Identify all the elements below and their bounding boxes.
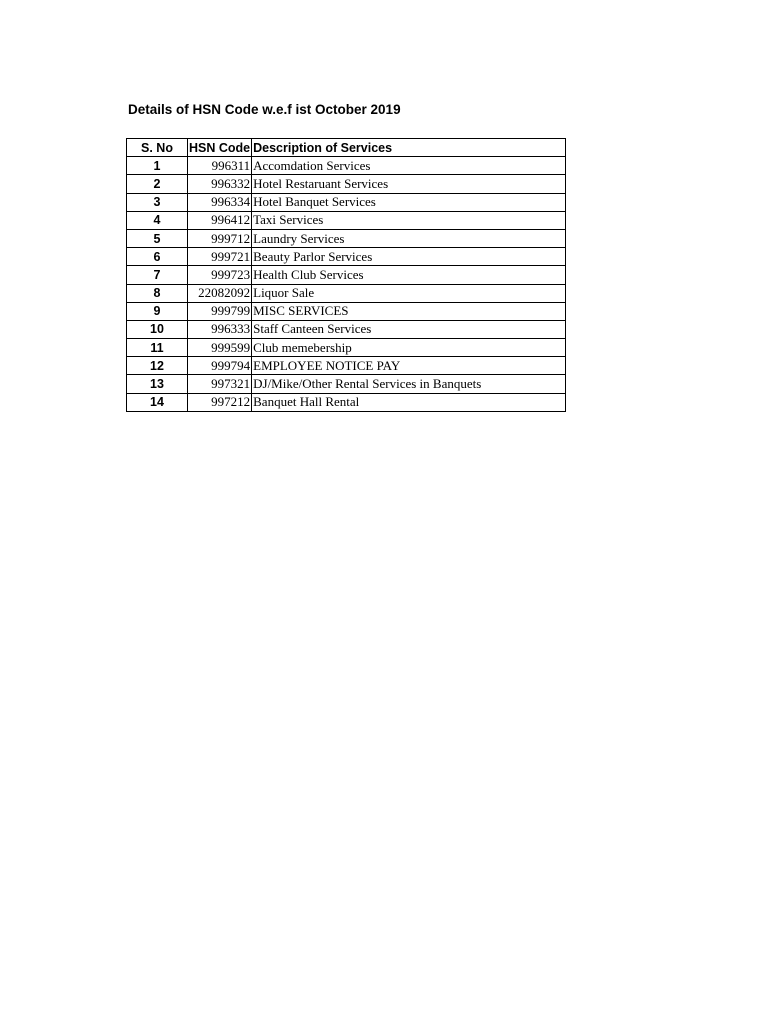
description-cell: Accomdation Services: [252, 157, 566, 175]
hsn-code-cell: 999794: [188, 357, 252, 375]
description-cell: MISC SERVICES: [252, 302, 566, 320]
table-row: [127, 248, 566, 266]
description-cell: Club memebership: [252, 339, 566, 357]
table-row: [127, 320, 566, 338]
serial-number-cell: 10: [127, 320, 188, 338]
description-cell: Beauty Parlor Services: [252, 248, 566, 266]
hsn-code-cell: 997212: [188, 393, 252, 411]
description-cell: EMPLOYEE NOTICE PAY: [252, 357, 566, 375]
serial-number-cell: 7: [127, 266, 188, 284]
serial-number-cell: 1: [127, 157, 188, 175]
table-header-row: [127, 139, 566, 157]
description-cell: Taxi Services: [252, 211, 566, 229]
hsn-code-cell: 996333: [188, 320, 252, 338]
serial-number-cell: 9: [127, 302, 188, 320]
hsn-code-cell: 999721: [188, 248, 252, 266]
serial-number-cell: 12: [127, 357, 188, 375]
hsn-code-table: [126, 138, 566, 412]
hsn-code-cell: 999723: [188, 266, 252, 284]
table-row: [127, 375, 566, 393]
table-row: [127, 339, 566, 357]
description-cell: Hotel Restaruant Services: [252, 175, 566, 193]
table-body: [127, 157, 566, 412]
header-serial-number: S. No: [127, 139, 188, 157]
table-row: [127, 357, 566, 375]
serial-number-cell: 13: [127, 375, 188, 393]
header-hsn-code: HSN Code: [188, 139, 252, 157]
table-row: [127, 193, 566, 211]
serial-number-cell: 3: [127, 193, 188, 211]
table-row: [127, 211, 566, 229]
serial-number-cell: 5: [127, 229, 188, 247]
serial-number-cell: 8: [127, 284, 188, 302]
serial-number-cell: 14: [127, 393, 188, 411]
description-cell: Laundry Services: [252, 229, 566, 247]
header-description: Description of Services: [252, 139, 566, 157]
hsn-code-cell: 996311: [188, 157, 252, 175]
table-row: [127, 229, 566, 247]
table-row: [127, 284, 566, 302]
hsn-code-cell: 999599: [188, 339, 252, 357]
description-cell: DJ/Mike/Other Rental Services in Banquets: [252, 375, 566, 393]
hsn-code-cell: 996412: [188, 211, 252, 229]
description-cell: Banquet Hall Rental: [252, 393, 566, 411]
table-row: [127, 302, 566, 320]
hsn-code-cell: 22082092: [188, 284, 252, 302]
hsn-code-cell: 999712: [188, 229, 252, 247]
serial-number-cell: 4: [127, 211, 188, 229]
table-row: [127, 393, 566, 411]
hsn-code-cell: 996334: [188, 193, 252, 211]
description-cell: Health Club Services: [252, 266, 566, 284]
hsn-code-cell: 999799: [188, 302, 252, 320]
description-cell: Hotel Banquet Services: [252, 193, 566, 211]
serial-number-cell: 6: [127, 248, 188, 266]
table-row: [127, 157, 566, 175]
hsn-code-cell: 996332: [188, 175, 252, 193]
description-cell: Liquor Sale: [252, 284, 566, 302]
serial-number-cell: 11: [127, 339, 188, 357]
description-cell: Staff Canteen Services: [252, 320, 566, 338]
hsn-code-cell: 997321: [188, 375, 252, 393]
serial-number-cell: 2: [127, 175, 188, 193]
table-row: [127, 266, 566, 284]
table-row: [127, 175, 566, 193]
page-title: Details of HSN Code w.e.f ist October 2019: [128, 102, 401, 117]
